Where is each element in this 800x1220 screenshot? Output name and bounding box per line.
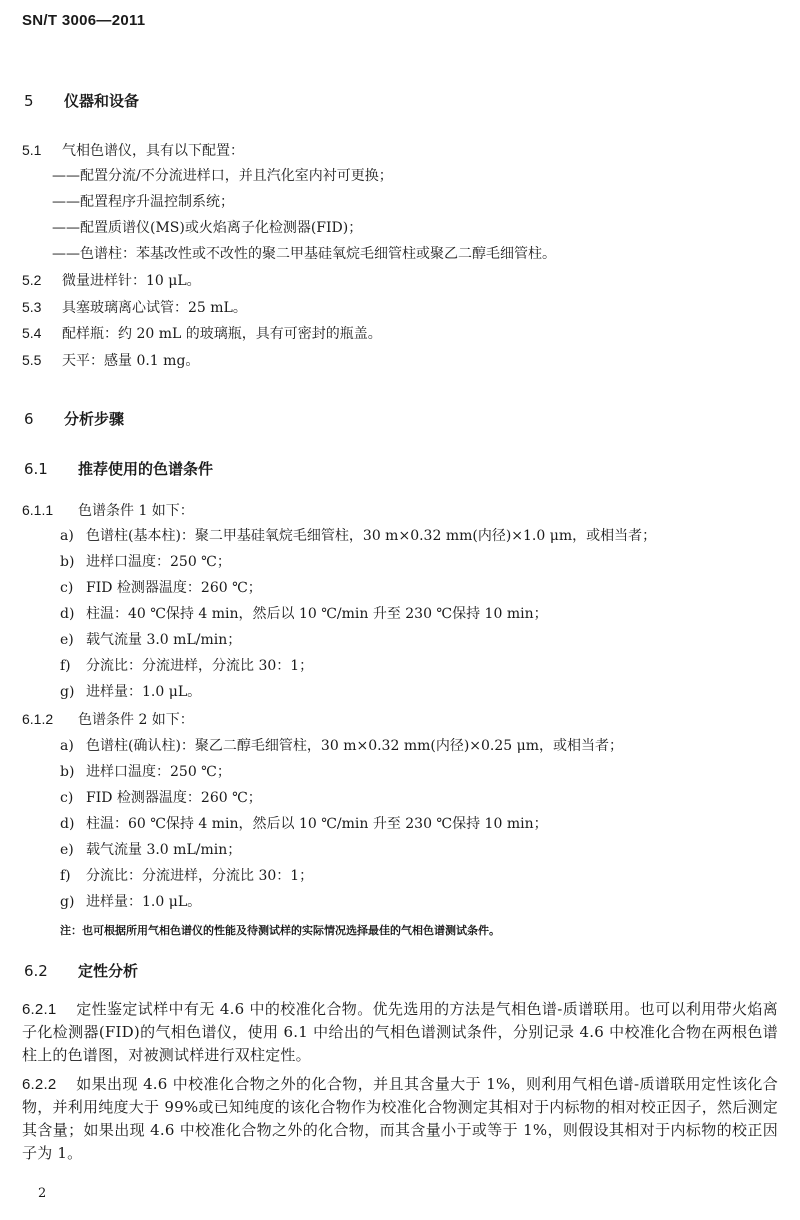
list-item bbox=[60, 762, 231, 782]
section-number: 6.2 bbox=[24, 962, 48, 980]
clause-5-4 bbox=[22, 323, 382, 344]
item-text: FID 检测器温度：260 ℃； bbox=[86, 580, 262, 596]
list-item: ——色谱柱：苯基改性或不改性的聚二甲基硅氧烷毛细管柱或聚乙二醇毛细管柱。 bbox=[52, 246, 556, 262]
clause-number: 5.1 bbox=[22, 142, 42, 158]
clause-6-1-1 bbox=[22, 500, 194, 521]
clause-6-2-2 bbox=[22, 1073, 778, 1165]
clause-number: 6.1.1 bbox=[22, 502, 54, 518]
item-label: g) bbox=[60, 894, 75, 910]
item-text: 分流比：分流进样，分流比 30：1； bbox=[86, 658, 314, 674]
item-label: d) bbox=[60, 606, 75, 622]
page-number: 2 bbox=[38, 1186, 47, 1201]
clause-number: 6.2.2 bbox=[22, 1076, 57, 1093]
list-item bbox=[60, 814, 548, 834]
standard-code-header: SN/T 3006—2011 bbox=[22, 12, 146, 29]
clause-6-1-2 bbox=[22, 709, 194, 730]
clause-text: 色谱条件 2 如下： bbox=[78, 712, 194, 728]
clause-text: 微量进样针：10 μL。 bbox=[62, 273, 201, 289]
section-number: 6 bbox=[24, 410, 34, 428]
item-label: g) bbox=[60, 684, 75, 700]
clause-text: 天平：感量 0.1 mg。 bbox=[62, 353, 200, 369]
section-title: 定性分析 bbox=[78, 962, 139, 980]
clause-6-2-1 bbox=[22, 998, 778, 1067]
clause-number: 5.5 bbox=[22, 352, 42, 368]
item-label: e) bbox=[60, 632, 74, 648]
item-label: d) bbox=[60, 816, 75, 832]
item-label: b) bbox=[60, 554, 75, 570]
item-text: 进样量：1.0 μL。 bbox=[86, 894, 202, 910]
item-text: 载气流量 3.0 mL/min； bbox=[86, 632, 242, 648]
item-label: e) bbox=[60, 842, 74, 858]
item-text: 进样口温度：250 ℃； bbox=[86, 764, 231, 780]
list-item: ——配置程序升温控制系统； bbox=[52, 194, 234, 210]
section-5-heading bbox=[24, 90, 139, 111]
clause-text: 气相色谱仪，具有以下配置： bbox=[62, 143, 244, 159]
item-text: 进样量：1.0 μL。 bbox=[86, 684, 202, 700]
section-title: 仪器和设备 bbox=[64, 92, 140, 110]
section-title: 推荐使用的色谱条件 bbox=[78, 460, 214, 478]
clause-text: 配样瓶：约 20 mL 的玻璃瓶，具有可密封的瓶盖。 bbox=[62, 326, 382, 342]
clause-number: 5.2 bbox=[22, 272, 42, 288]
clause-number: 6.2.1 bbox=[22, 1001, 57, 1018]
clause-5-1 bbox=[22, 140, 244, 161]
item-label: f) bbox=[60, 868, 71, 884]
item-text: 色谱柱(基本柱)：聚二甲基硅氧烷毛细管柱，30 m×0.32 mm(内径)×1.0 μm，或相当者； bbox=[86, 528, 657, 544]
clause-number: 6.1.2 bbox=[22, 711, 54, 727]
section-number: 5 bbox=[24, 92, 34, 110]
note-text: 注：也可根据所用气相色谱仪的性能及待测试样的实际情况选择最佳的气相色谱测试条件。 bbox=[60, 924, 500, 937]
item-text: 柱温：40 ℃保持 4 min，然后以 10 ℃/min 升至 230 ℃保持 10 min； bbox=[86, 606, 548, 622]
clause-text: 具塞玻璃离心试管：25 mL。 bbox=[62, 300, 247, 316]
list-item bbox=[60, 840, 241, 860]
item-text: 载气流量 3.0 mL/min； bbox=[86, 842, 242, 858]
item-label: b) bbox=[60, 764, 75, 780]
clause-5-3 bbox=[22, 297, 247, 318]
item-label: f) bbox=[60, 658, 71, 674]
section-title: 分析步骤 bbox=[64, 410, 125, 428]
list-item bbox=[60, 604, 548, 624]
item-label: a) bbox=[60, 528, 74, 544]
item-text: 柱温：60 ℃保持 4 min，然后以 10 ℃/min 升至 230 ℃保持 10 min； bbox=[86, 816, 548, 832]
list-item bbox=[60, 630, 241, 650]
list-item bbox=[60, 892, 201, 912]
clause-number: 5.3 bbox=[22, 299, 42, 315]
list-item bbox=[60, 866, 313, 886]
list-item bbox=[60, 578, 262, 598]
clause-number: 5.4 bbox=[22, 325, 42, 341]
item-text: 色谱柱(确认柱)：聚乙二醇毛细管柱，30 m×0.32 mm(内径)×0.25 μm，或相当者； bbox=[86, 738, 624, 754]
clause-text: 定性鉴定试样中有无 4.6 中的校准化合物。优先选用的方法是气相色谱-质谱联用。也可以利用带火焰离子化检测器(FID)的气相色谱仪，使用 6.1 中给出的气相色谱测试条件，分别记录 4.6 中校准化合物在两根色谱柱上的色谱图，对被测试样进行双柱定性。 bbox=[22, 1000, 778, 1064]
section-6-heading bbox=[24, 408, 124, 429]
item-text: 分流比：分流进样，分流比 30：1； bbox=[86, 868, 314, 884]
list-item bbox=[60, 526, 656, 546]
list-item: ——配置质谱仪(MS)或火焰离子化检测器(FID)； bbox=[52, 220, 363, 236]
clause-5-5 bbox=[22, 350, 199, 371]
item-text: 进样口温度：250 ℃； bbox=[86, 554, 231, 570]
item-label: a) bbox=[60, 738, 74, 754]
item-label: c) bbox=[60, 790, 74, 806]
clause-text: 色谱条件 1 如下： bbox=[78, 503, 194, 519]
list-item: ——配置分流/不分流进样口，并且汽化室内衬可更换； bbox=[52, 168, 393, 184]
list-item bbox=[60, 682, 201, 702]
section-6-1-heading bbox=[24, 458, 213, 479]
clause-5-2 bbox=[22, 270, 201, 291]
item-text: FID 检测器温度：260 ℃； bbox=[86, 790, 262, 806]
section-number: 6.1 bbox=[24, 460, 48, 478]
list-item bbox=[60, 788, 262, 808]
section-6-2-heading bbox=[24, 960, 138, 981]
list-item bbox=[60, 656, 313, 676]
list-item bbox=[60, 552, 231, 572]
item-label: c) bbox=[60, 580, 74, 596]
clause-text: 如果出现 4.6 中校准化合物之外的化合物，并且其含量大于 1%，则利用气相色谱-质谱联用定性该化合物，并利用纯度大于 99%或已知纯度的该化合物作为校准化合物测定其相对于内标物的相对校正因子，然后测定其含量；如果出现 4.6 中校准化合物之外的化合物，而其含量小于或等于 1%，则假设其相对于内标物的校正因子为 1。 bbox=[22, 1075, 778, 1162]
list-item bbox=[60, 736, 623, 756]
